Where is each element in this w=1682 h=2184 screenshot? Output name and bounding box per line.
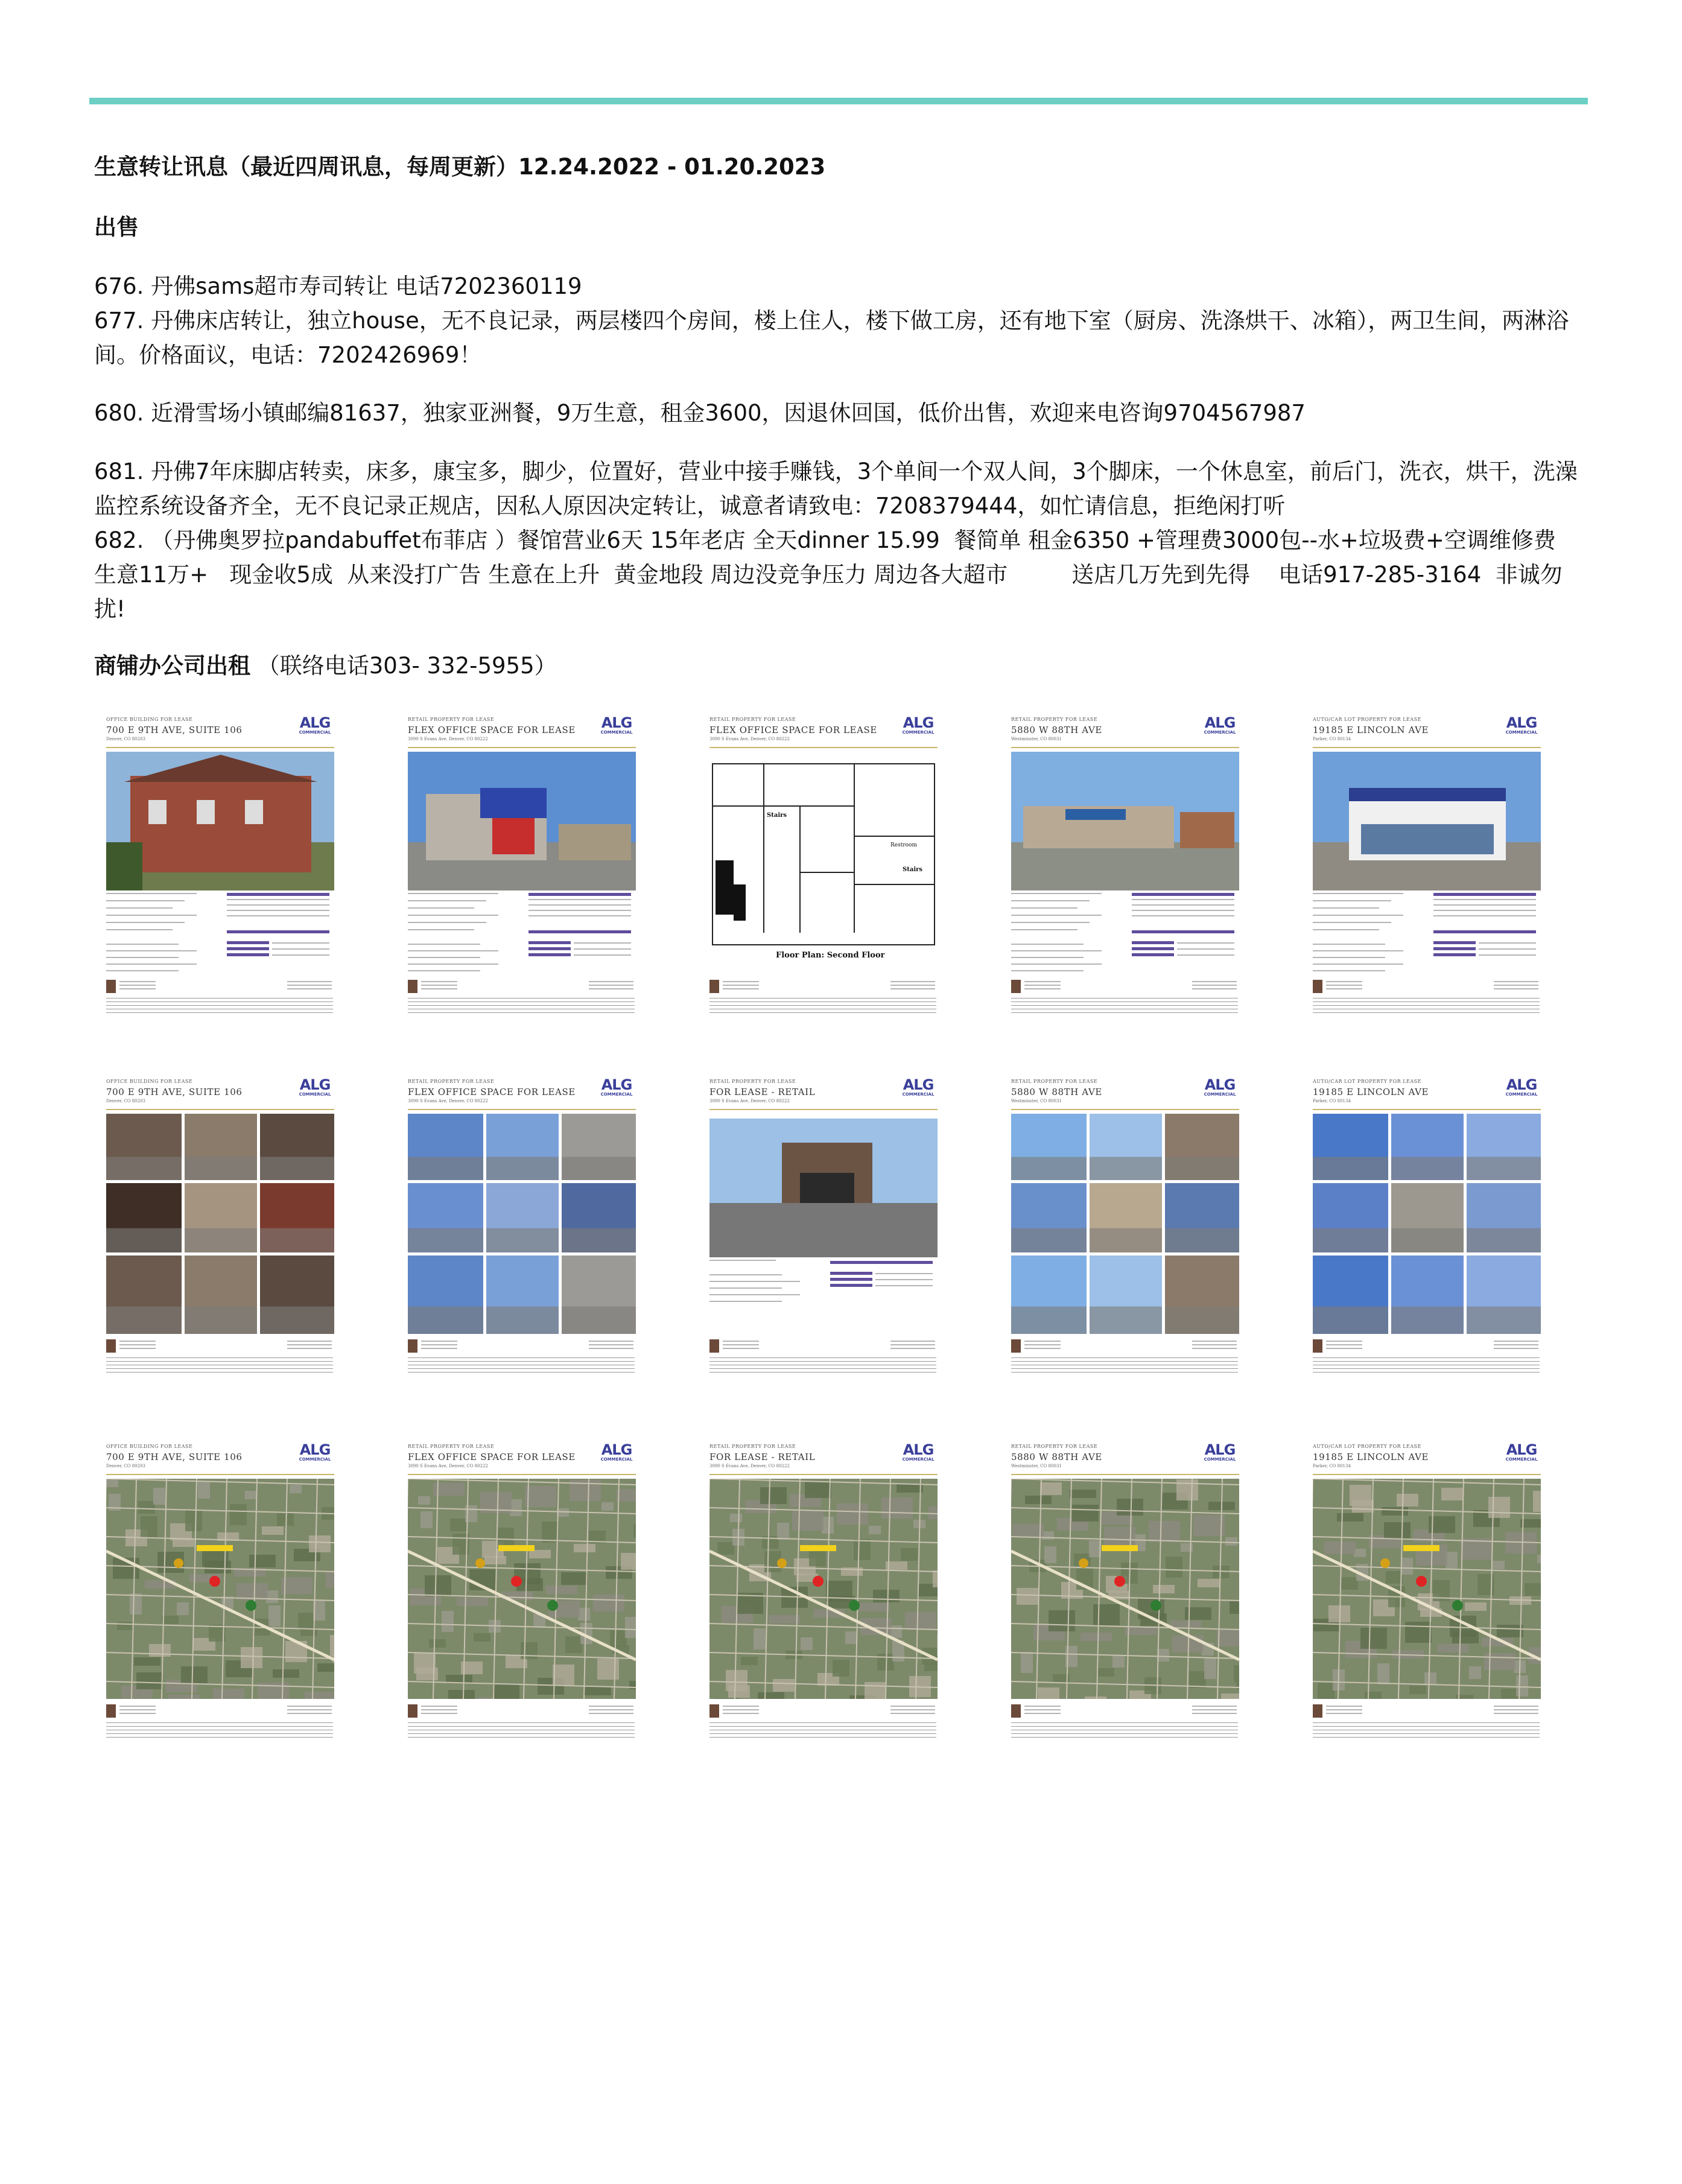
aerial-map	[408, 1479, 636, 1699]
flyer-rule	[1313, 747, 1541, 748]
property-photo	[408, 752, 636, 887]
logo-sub: COMMERCIAL	[1505, 1092, 1538, 1097]
agent-photo	[1011, 1339, 1021, 1353]
agent-photo	[408, 1339, 417, 1353]
page-title: 生意转让讯息（最近四周讯息，每周更新）12.24.2022 - 01.20.2023	[94, 154, 826, 180]
alg-logo	[598, 716, 635, 735]
alg-logo	[297, 1078, 333, 1097]
logo-main: ALG	[1506, 714, 1537, 731]
photo-collage	[1313, 1114, 1541, 1334]
flyer-kicker: OFFICE BUILDING FOR LEASE	[106, 1079, 193, 1084]
flyer-kicker: AUTO/CAR LOT PROPERTY FOR LEASE	[1313, 1079, 1421, 1084]
flyer-thumbnail	[104, 1439, 337, 1765]
agent-photo	[1011, 980, 1021, 993]
flyer-kicker: AUTO/CAR LOT PROPERTY FOR LEASE	[1313, 717, 1421, 722]
flyer-title: 19185 E LINCOLN AVE	[1313, 1452, 1429, 1462]
flyer-kicker: RETAIL PROPERTY FOR LEASE	[709, 1079, 796, 1084]
logo-main: ALG	[299, 714, 331, 731]
alg-logo	[1503, 716, 1540, 735]
flyer-title: FOR LEASE - RETAIL	[709, 1087, 816, 1097]
flyer-address: 3090 S Evans Ave, Denver, CO 80222	[709, 1464, 790, 1468]
logo-sub: COMMERCIAL	[1505, 1457, 1538, 1462]
property-photo	[106, 752, 334, 887]
flyer-thumbnail	[1009, 1074, 1242, 1400]
flyer-address: Denver, CO 80203	[106, 1099, 145, 1103]
alg-logo	[1503, 1443, 1540, 1462]
agent-photo	[1011, 1704, 1021, 1718]
logo-sub: COMMERCIAL	[600, 1457, 633, 1462]
flyer-footer	[408, 1339, 636, 1383]
agent-photo	[106, 1339, 116, 1353]
flyer-title: 700 E 9TH AVE, SUITE 106	[106, 725, 243, 735]
flyer-thumbnail	[1310, 712, 1543, 1038]
flyer-address: Denver, CO 80203	[106, 1464, 145, 1468]
flyer-thumbnail	[405, 1439, 638, 1765]
logo-sub: COMMERCIAL	[600, 1092, 633, 1097]
flyer-thumbnail	[405, 1074, 638, 1400]
flyer-footer	[408, 1704, 636, 1748]
flyer-kicker: RETAIL PROPERTY FOR LEASE	[1011, 1079, 1098, 1084]
logo-sub: COMMERCIAL	[902, 1457, 935, 1462]
flyer-rule	[106, 1109, 334, 1110]
flyer-title: FLEX OFFICE SPACE FOR LEASE	[709, 725, 877, 735]
flyer-address: 3090 S Evans Ave, Denver, CO 80222	[709, 1099, 790, 1103]
flyer-address: 3090 S Evans Ave, Denver, CO 80222	[408, 1099, 488, 1103]
alg-logo	[598, 1443, 635, 1462]
flyer-title: FLEX OFFICE SPACE FOR LEASE	[408, 725, 576, 735]
photo-collage	[408, 1114, 636, 1334]
flyer-rule	[709, 747, 938, 748]
flyer-thumbnail	[707, 1074, 940, 1400]
alg-logo	[900, 1443, 936, 1462]
logo-main: ALG	[1204, 1441, 1236, 1458]
logo-sub: COMMERCIAL	[1204, 730, 1236, 735]
property-details	[106, 893, 334, 977]
logo-sub: COMMERCIAL	[902, 1092, 935, 1097]
lease-label: 商铺办公司出租	[94, 653, 250, 679]
listing-681: 681. 丹佛7年床脚店转卖，床多，康宝多，脚少，位置好，营业中接手赚钱，3个单间一个双人间，3个脚床，一个休息室，前后门，洗衣，烘干，洗澡监控系统设备齐全，无不良记录正规店，因私人原因决定转让，诚意者请致电：7208379444，如忙请信息，拒绝闲打听	[94, 459, 1578, 519]
flyer-footer	[709, 1704, 938, 1748]
agent-photo	[709, 980, 719, 993]
flyer-title: 5880 W 88TH AVE	[1011, 1087, 1102, 1097]
flyer-kicker: RETAIL PROPERTY FOR LEASE	[1011, 1444, 1098, 1449]
logo-sub: COMMERCIAL	[299, 1457, 331, 1462]
agent-photo	[408, 980, 417, 993]
flyer-footer	[1313, 980, 1541, 1023]
stairs-label: Stairs	[767, 812, 787, 819]
lease-heading	[94, 649, 1584, 683]
flyer-footer	[709, 980, 938, 1023]
flyer-kicker: RETAIL PROPERTY FOR LEASE	[709, 1444, 796, 1449]
flyer-address: Parker, CO 80134	[1313, 1464, 1351, 1468]
alg-logo	[1503, 1078, 1540, 1097]
flyer-address: Westminster, CO 80031	[1011, 737, 1062, 741]
flyer-title: 19185 E LINCOLN AVE	[1313, 725, 1429, 735]
flyer-rule	[1011, 747, 1239, 748]
flyer-footer	[106, 980, 334, 1023]
flyer-footer	[1011, 980, 1239, 1023]
logo-main: ALG	[601, 1441, 632, 1458]
flyer-kicker: RETAIL PROPERTY FOR LEASE	[408, 1079, 495, 1084]
agent-photo	[709, 1339, 719, 1353]
flyer-rule	[709, 1109, 938, 1110]
floor-plan-caption: Floor Plan: Second Floor	[776, 951, 885, 960]
flyer-title: FOR LEASE - RETAIL	[709, 1452, 816, 1462]
flyer-rule	[1313, 1109, 1541, 1110]
flyer-thumbnail	[405, 712, 638, 1038]
flyer-footer	[1313, 1339, 1541, 1383]
flyer-rule	[1011, 1474, 1239, 1475]
header-rule	[89, 98, 1588, 104]
aerial-map	[106, 1479, 334, 1699]
agent-photo	[106, 1704, 116, 1718]
flyer-title: 19185 E LINCOLN AVE	[1313, 1087, 1429, 1097]
flyer-address: Westminster, CO 80031	[1011, 1464, 1062, 1468]
flyer-thumbnail	[104, 1074, 337, 1400]
flyer-grid	[104, 712, 1540, 1774]
property-photo	[1011, 752, 1239, 887]
flyer-rule	[106, 747, 334, 748]
flyer-rule	[408, 1109, 636, 1110]
flyer-footer	[1313, 1704, 1541, 1748]
flyer-title: FLEX OFFICE SPACE FOR LEASE	[408, 1452, 576, 1462]
flyer-footer	[106, 1704, 334, 1748]
aerial-map	[1011, 1479, 1239, 1699]
flyer-footer	[1011, 1339, 1239, 1383]
aerial-map	[1313, 1479, 1541, 1699]
logo-sub: COMMERCIAL	[902, 730, 935, 735]
floor-plan	[709, 752, 938, 966]
logo-main: ALG	[1204, 1076, 1236, 1093]
alg-logo	[900, 716, 936, 735]
listing-676: 676. 丹佛sams超市寿司转让 电话7202360119	[94, 273, 582, 299]
flyer-kicker: RETAIL PROPERTY FOR LEASE	[1011, 717, 1098, 722]
property-details	[1313, 893, 1541, 977]
alg-logo	[297, 1443, 333, 1462]
restroom-label: Restroom	[890, 842, 918, 848]
listing-680: 680. 近滑雪场小镇邮编81637，独家亚洲餐，9万生意，租金3600，因退休回国，低价出售，欢迎来电咨询9704567987	[94, 400, 1306, 426]
agent-photo	[709, 1704, 719, 1718]
stairs-label-2: Stairs	[903, 866, 923, 873]
logo-main: ALG	[1506, 1076, 1537, 1093]
property-photo	[709, 1119, 938, 1215]
flyer-thumbnail	[1310, 1074, 1543, 1400]
flyer-address: 3090 S Evans Ave, Denver, CO 80222	[408, 737, 488, 741]
logo-sub: COMMERCIAL	[600, 730, 633, 735]
listing-677: 677. 丹佛床店转让，独立house，无不良记录，两层楼四个房间，楼上住人，楼下做工房，还有地下室（厨房、洗涤烘干、冰箱），两卫生间，两淋浴间。价格面议，电话：7202426969！	[94, 308, 1569, 368]
flyer-title: FLEX OFFICE SPACE FOR LEASE	[408, 1087, 576, 1097]
flyer-address: Denver, CO 80203	[106, 737, 145, 741]
flyer-footer	[106, 1339, 334, 1383]
photo-collage	[1011, 1114, 1239, 1334]
flyer-rule	[1313, 1474, 1541, 1475]
logo-sub: COMMERCIAL	[1204, 1092, 1236, 1097]
flyer-thumbnail	[104, 712, 337, 1038]
flyer-rule	[408, 747, 636, 748]
flyer-address: 3090 S Evans Ave, Denver, CO 80222	[408, 1464, 488, 1468]
flyer-kicker: RETAIL PROPERTY FOR LEASE	[408, 1444, 495, 1449]
property-photo	[1313, 752, 1541, 887]
logo-main: ALG	[1506, 1441, 1537, 1458]
flyer-footer	[408, 980, 636, 1023]
logo-main: ALG	[1204, 714, 1236, 731]
alg-logo	[1202, 716, 1238, 735]
flyer-kicker: RETAIL PROPERTY FOR LEASE	[709, 717, 796, 722]
lease-contact: （联络电话303- 332-5955）	[257, 653, 557, 679]
logo-main: ALG	[903, 714, 934, 731]
alg-logo	[598, 1078, 635, 1097]
agent-photo	[408, 1704, 417, 1718]
logo-main: ALG	[601, 1076, 632, 1093]
flyer-thumbnail	[1310, 1439, 1543, 1765]
logo-sub: COMMERCIAL	[1204, 1457, 1236, 1462]
flyer-footer	[1011, 1704, 1239, 1748]
sale-heading: 出售	[94, 214, 139, 240]
flyer-kicker: OFFICE BUILDING FOR LEASE	[106, 717, 193, 722]
flyer-footer	[709, 1339, 938, 1383]
flyer-rule	[106, 1474, 334, 1475]
flyer-thumbnail	[1009, 1439, 1242, 1765]
agent-photo	[1313, 980, 1322, 993]
flyer-thumbnail	[707, 712, 940, 1038]
logo-main: ALG	[299, 1076, 331, 1093]
flyer-address: Parker, CO 80134	[1313, 737, 1351, 741]
logo-main: ALG	[903, 1076, 934, 1093]
logo-main: ALG	[299, 1441, 331, 1458]
property-details	[408, 893, 636, 977]
flyer-kicker: AUTO/CAR LOT PROPERTY FOR LEASE	[1313, 1444, 1421, 1449]
logo-main: ALG	[903, 1441, 934, 1458]
flyer-kicker: OFFICE BUILDING FOR LEASE	[106, 1444, 193, 1449]
logo-sub: COMMERCIAL	[299, 730, 331, 735]
agent-photo	[1313, 1339, 1322, 1353]
flyer-title: 700 E 9TH AVE, SUITE 106	[106, 1087, 243, 1097]
flyer-rule	[709, 1474, 938, 1475]
photo-collage	[106, 1114, 334, 1334]
flyer-thumbnail	[1009, 712, 1242, 1038]
flyer-title: 700 E 9TH AVE, SUITE 106	[106, 1452, 243, 1462]
alg-logo	[1202, 1078, 1238, 1097]
flyer-rule	[1011, 1109, 1239, 1110]
logo-main: ALG	[601, 714, 632, 731]
agent-photo	[106, 980, 116, 993]
flyer-rule	[408, 1474, 636, 1475]
listing-682: 682. （丹佛奥罗拉pandabuffet布菲店 ）餐馆营业6天 15年老店 全天dinner 15.99 餐简单 租金6350 +管理费3000包--水+垃圾费+空调维修费 生意11万+ 现金收5成 从来没打广告 生意在上升 黄金地段 周边没竞争压力 周边各大超市 送店几万先到先得 电话917-285-3164 非诚勿扰!	[94, 527, 1570, 622]
property-details	[1011, 893, 1239, 977]
alg-logo	[900, 1078, 936, 1097]
logo-sub: COMMERCIAL	[299, 1092, 331, 1097]
aerial-map	[709, 1479, 938, 1699]
flyer-address: 3090 S Evans Ave, Denver, CO 80222	[709, 737, 790, 741]
flyer-title: 5880 W 88TH AVE	[1011, 725, 1102, 735]
flyer-address: Westminster, CO 80031	[1011, 1099, 1062, 1103]
flyer-address: Parker, CO 80134	[1313, 1099, 1351, 1103]
flyer-thumbnail	[707, 1439, 940, 1765]
flyer-title: 5880 W 88TH AVE	[1011, 1452, 1102, 1462]
alg-logo	[1202, 1443, 1238, 1462]
logo-sub: COMMERCIAL	[1505, 730, 1538, 735]
alg-logo	[297, 716, 333, 735]
agent-photo	[1313, 1704, 1322, 1718]
flyer-kicker: RETAIL PROPERTY FOR LEASE	[408, 717, 495, 722]
